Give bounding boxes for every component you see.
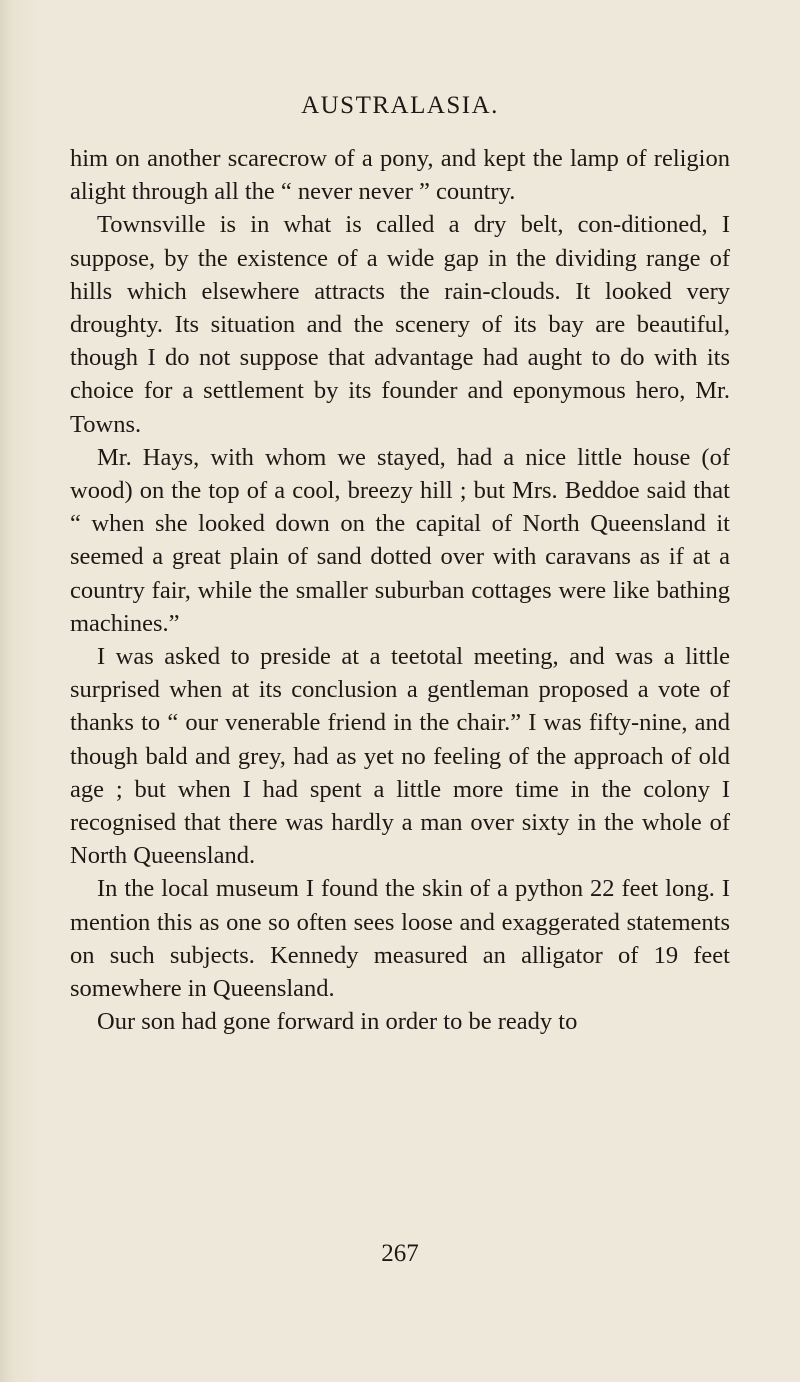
paragraph-3: Mr. Hays, with whom we stayed, had a nice little house (of wood) on the top of a cool, breezy hill ; but Mrs. Beddoe said that “ when she looked down on the capital of North Queensland it seemed a great plain of sand dotted over with caravans as if at a country fair, while the smaller suburban cottages were like bathing machines.” [70, 443, 730, 637]
paragraph-6: Our son had gone forward in order to be ready to [97, 1008, 578, 1036]
paragraph-5: In the local museum I found the skin of a python 22 feet long. I mention this as one so often sees loose and exaggerated statements on such subjects. Kennedy measured an alligator of 19 feet somewhere in Queensland. [70, 875, 730, 1003]
paragraph-2: Townsville is in what is called a dry belt, con-ditioned, I suppose, by the existence of a wide gap in the dividing range of hills which elsewhere attracts the rain-clouds. It looked very droughty. Its situation and the scenery of its bay are beautiful, though I do not suppose that advantage had aught to do with its choice for a settlement by its founder and eponymous hero, Mr. Towns. [70, 211, 730, 438]
body-text [70, 142, 730, 1038]
page-number: 267 [381, 1240, 419, 1267]
paragraph-1: him on another scarecrow of a pony, and kept the lamp of religion alight through all the “ never never ” country. [70, 145, 730, 206]
paragraph-4: I was asked to preside at a teetotal meeting, and was a little surprised when at its conclusion a gentleman proposed a vote of thanks to “ our venerable friend in the chair.” I was fifty-nine, and though bald and grey, had as yet no feeling of the approach of old age ; but when I had spent a little more time in the colony I recognised that there was hardly a man over sixty in the whole of North Queensland. [70, 643, 730, 870]
running-head: AUSTRALASIA. [301, 92, 499, 119]
